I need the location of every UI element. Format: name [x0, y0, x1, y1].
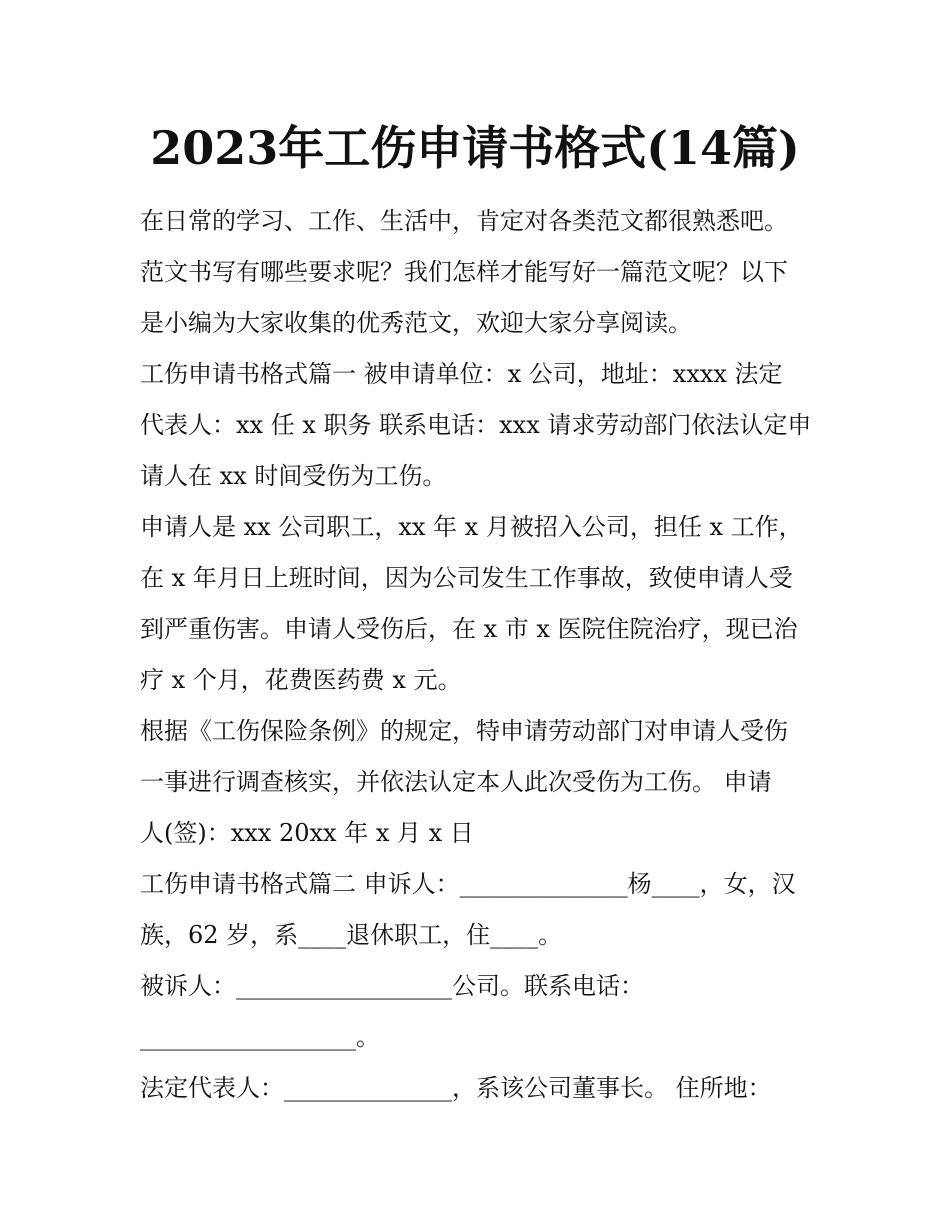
text-line: 被诉人：__________________公司。联系电话：	[140, 972, 644, 1000]
text-line: 是小编为大家收集的优秀范文，欢迎大家分享阅读。	[140, 309, 692, 337]
text-line: 申请人是 xx 公司职工，xx 年 x 月被招入公司，担任 x 工作，	[140, 513, 803, 541]
text-line: 范文书写有哪些要求呢？我们怎样才能写好一篇范文呢？以下	[140, 258, 788, 286]
text-line: 一事进行调查核实，并依法认定本人此次受伤为工伤。 申请	[140, 768, 772, 796]
text-line: 在日常的学习、工作、生活中，肯定对各类范文都很熟悉吧。	[140, 207, 788, 235]
document-title: 2023年工伤申请书格式(14篇)	[150, 121, 800, 175]
text-line: 在 x 年月日上班时间，因为公司发生工作事故，致使申请人受	[140, 564, 793, 592]
text-line: 工伤申请书格式篇二 申诉人：______________杨____，女，汉	[140, 870, 796, 898]
text-line: 到严重伤害。申请人受伤后，在 x 市 x 医院住院治疗，现已治	[140, 615, 798, 643]
text-line: 法定代表人：______________，系该公司董事长。 住所地：	[140, 1074, 772, 1102]
text-line: 请人在 xx 时间受伤为工伤。	[140, 462, 447, 490]
text-line: 根据《工伤保险条例》的规定，特申请劳动部门对申请人受伤	[140, 717, 788, 745]
document-body	[140, 196, 820, 1114]
text-line: 工伤申请书格式篇一 被申请单位：x 公司，地址：xxxx 法定	[140, 360, 783, 388]
text-line: 族，62 岁，系____退休职工，住____。	[140, 921, 563, 949]
text-line: __________________。	[140, 1023, 380, 1051]
text-line: 疗 x 个月，花费医药费 x 元。	[140, 666, 462, 694]
text-line: 人(签)：xxx 20xx 年 x 月 x 日	[140, 819, 474, 847]
text-line: 代表人：xx 任 x 职务 联系电话：xxx 请求劳动部门依法认定申	[140, 411, 812, 439]
